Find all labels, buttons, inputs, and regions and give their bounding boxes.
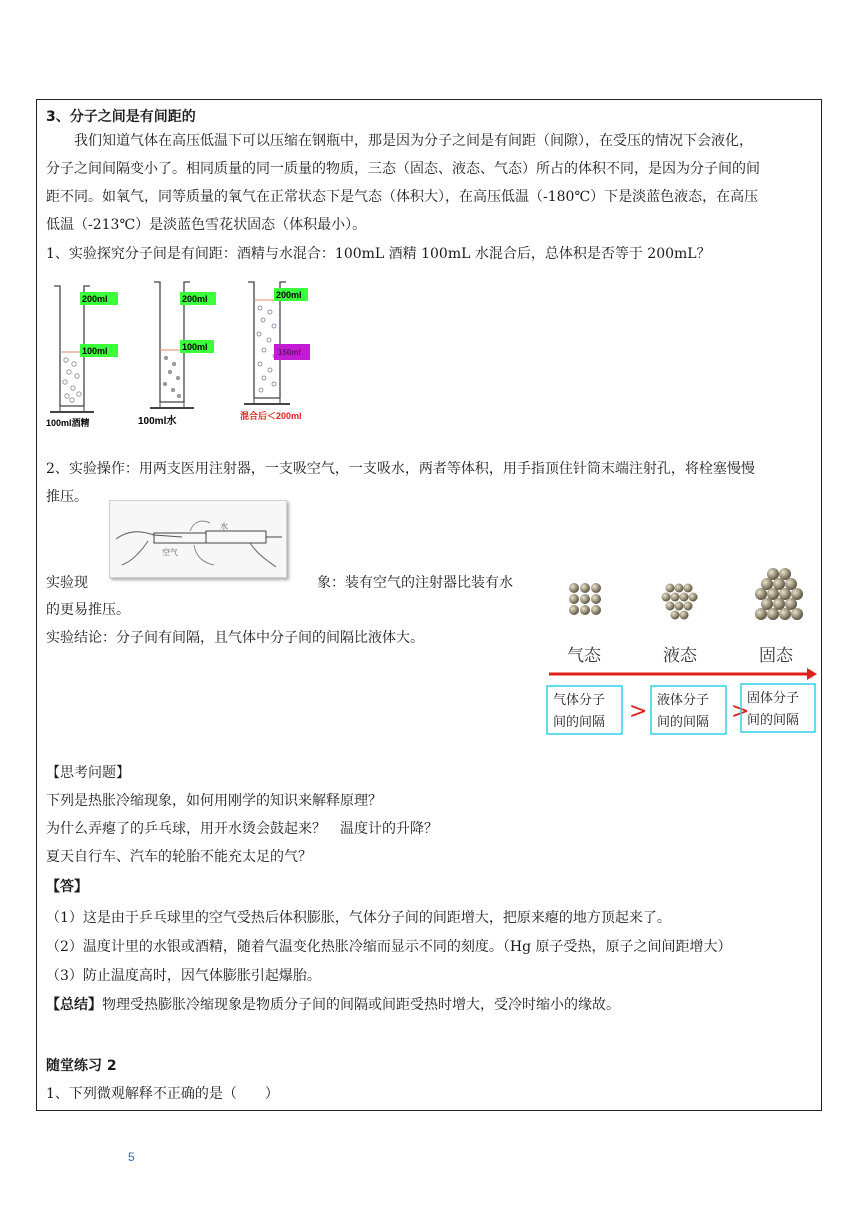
practice-question-1: 1、下列微观解释不正确的是（ ） [46, 1086, 279, 1102]
phenomenon-line-2: 的更易推压。 [46, 602, 130, 618]
phenomenon-text: 象：装有空气的注射器比装有水 [317, 575, 513, 591]
experiment-2-line-2: 推压。 [46, 489, 88, 505]
gas-box-line-2: 间的间隔 [553, 715, 606, 730]
paragraph-line-2: 分子之间间隔变小了。相同质量的同一质量的物质，三态（固态、液态、气态）所占的体积不同，是因为分子间的间 [46, 161, 760, 177]
solid-box-line-1: 固体分子 [747, 691, 800, 706]
summary-line [46, 996, 620, 1014]
liquid-box-line-1: 液体分子 [657, 693, 710, 708]
cylinders-figure [42, 278, 332, 430]
liquid-label: 液态 [663, 646, 697, 666]
solid-label: 固态 [759, 646, 793, 666]
content-frame [36, 99, 822, 1111]
summary-label: 【总结】 [46, 997, 102, 1013]
cylinder-3-mid-label: 150ml [278, 348, 301, 357]
liquid-particles [662, 584, 698, 620]
cylinder-alcohol [46, 286, 118, 428]
cylinder-1-mid-label: 100ml [82, 346, 108, 356]
answer-line-1: （1）这是由于乒乓球里的空气受热后体积膨胀，气体分子间的间距增大，把原来瘪的地方顶起来了。 [46, 910, 671, 926]
cylinder-2-top-label: 200ml [182, 294, 208, 304]
syringe-water-label: 水 [220, 522, 228, 531]
think-line-3: 夏天自行车、汽车的轮胎不能充太足的气？ [46, 849, 312, 865]
states-of-matter-figure [545, 566, 817, 738]
think-line-1: 下列是热胀冷缩现象，如何用刚学的知识来解释原理？ [46, 793, 382, 809]
cylinder-mixture [240, 282, 310, 421]
page-number: 5 [128, 1150, 135, 1164]
think-title: 【思考问题】 [46, 765, 130, 781]
experiment-1-line: 1、实验探究分子间是有间距：酒精与水混合：100mL 酒精 100mL 水混合后，总体积是否等于 200mL？ [46, 246, 711, 262]
answer-title: 【答】 [46, 879, 88, 895]
paragraph-line-4: 低温（-213℃）是淡蓝色雪花状固态（体积最小）。 [46, 217, 367, 233]
cylinder-1-caption: 100ml酒精 [46, 418, 90, 428]
cylinder-3-top-label: 200ml [276, 290, 302, 300]
cylinder-water [138, 282, 216, 427]
solid-particles [755, 568, 803, 620]
syringe-air-label: 空气 [162, 548, 178, 557]
experiment-2-line-1: 2、实验操作：用两支医用注射器，一支吸空气，一支吸水，两者等体积，用手指顶住针筒末端注射孔，将栓塞慢慢 [46, 461, 755, 477]
liquid-box-line-2: 间的间隔 [657, 715, 710, 730]
gt-symbol-2: > [731, 699, 750, 724]
paragraph-line-3: 距不同。如氧气，同等质量的氧气在正常状态下是气态（体积大），在高压低温（-180℃）下是淡蓝色液态，在高压 [46, 189, 759, 205]
gas-box-line-1: 气体分子 [553, 693, 606, 708]
gas-label: 气态 [567, 646, 601, 666]
state-arrow-head [807, 668, 817, 680]
cylinder-2-caption: 100ml水 [138, 416, 177, 427]
solid-box-line-2: 间的间隔 [747, 713, 800, 728]
conclusion-line: 实验结论：分子间有间隔，且气体中分子间的间隔比液体大。 [46, 630, 424, 646]
cylinder-2-mid-label: 100ml [182, 342, 208, 352]
cylinder-3-caption: 混合后＜200ml [240, 411, 302, 421]
practice-title: 随堂练习 2 [46, 1058, 117, 1074]
section-title: 3、分子之间是有间距的 [46, 109, 196, 125]
phenomenon-label-start: 实验现 [46, 575, 88, 591]
gas-particles [569, 583, 601, 615]
answer-line-2: （2）温度计里的水银或酒精，随着气温变化热胀冷缩而显示不同的刻度。（Hg 原子受热，原子之间间距增大） [46, 939, 732, 955]
think-line-2: 为什么弄瘪了的乒乓球，用开水烫会鼓起来？ 温度计的升降？ [46, 821, 438, 837]
answer-line-3: （3）防止温度高时，因气体膨胀引起爆胎。 [46, 968, 321, 984]
summary-text: 物理受热膨胀冷缩现象是物质分子间的间隔或间距受热时增大，受冷时缩小的缘故。 [102, 997, 620, 1013]
cylinder-1-top-label: 200ml [82, 294, 108, 304]
syringe-illustration [109, 500, 287, 578]
gt-symbol-1: > [629, 699, 648, 724]
paragraph-line-1: 我们知道气体在高压低温下可以压缩在钢瓶中，那是因为分子之间是有间距（间隙），在受压的情况下会液化， [46, 133, 753, 149]
